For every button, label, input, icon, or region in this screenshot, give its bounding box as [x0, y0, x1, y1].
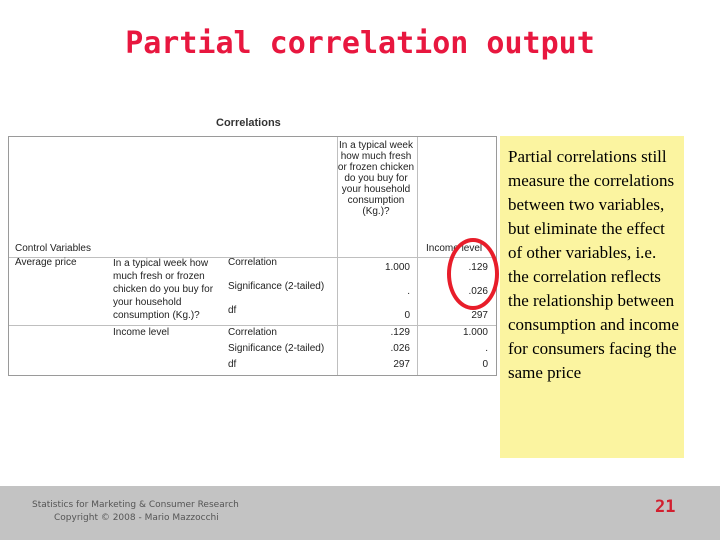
value-r2-df-c2: 0	[482, 359, 488, 370]
control-variables-label: Control Variables	[15, 243, 91, 254]
value-r1-df-c2: 297	[471, 310, 488, 321]
stat-correlation-1: Correlation	[228, 257, 277, 268]
stat-df-2: df	[228, 359, 237, 370]
value-r2-corr-c1: .129	[390, 327, 410, 338]
value-r1-df-c1: 0	[404, 310, 410, 321]
header-income: Income level	[426, 243, 483, 254]
stat-significance-1: Significance (2-tailed)	[228, 281, 325, 292]
row-label-consumption: In a typical week how much fresh or frozen chicken do you buy for your household consumption (Kg.)?	[113, 258, 214, 321]
value-r2-df-c1: 297	[393, 359, 410, 370]
row-label-income: Income level	[113, 327, 170, 338]
page-number: 21	[655, 497, 676, 517]
note-text: Partial correlations still measure the correlations between two variables, but eliminate the effect of other variables, i.e. the correlation reflects the relationship between consumption and income for consumers facing the same price	[508, 147, 679, 382]
header-consumption: In a typical week how much fresh or frozen chicken do you buy for your household consumption (Kg.)?	[337, 140, 415, 217]
highlight-circle	[447, 238, 499, 310]
value-r1-sig-c1: .	[407, 286, 410, 297]
control-variable-name: Average price	[15, 257, 77, 268]
value-r2-sig-c2: .	[485, 343, 488, 354]
value-r2-corr-c2: 1.000	[462, 327, 488, 338]
table-title: Correlations	[216, 117, 281, 129]
value-r2-sig-c1: .026	[390, 343, 410, 354]
stat-correlation-2: Correlation	[228, 327, 277, 338]
value-r1-corr-c2: .129	[468, 262, 488, 273]
stat-significance-2: Significance (2-tailed)	[228, 343, 325, 354]
footer-course: Statistics for Marketing & Consumer Research	[32, 500, 239, 510]
correlations-table	[8, 136, 497, 376]
value-r1-sig-c2: .026	[468, 286, 488, 297]
slide-title: Partial correlation output	[125, 26, 595, 61]
value-r1-corr-c1: 1.000	[384, 262, 410, 273]
footer-copyright: Copyright © 2008 - Mario Mazzocchi	[54, 513, 219, 523]
top-band	[0, 0, 720, 26]
stat-df-1: df	[228, 305, 237, 316]
